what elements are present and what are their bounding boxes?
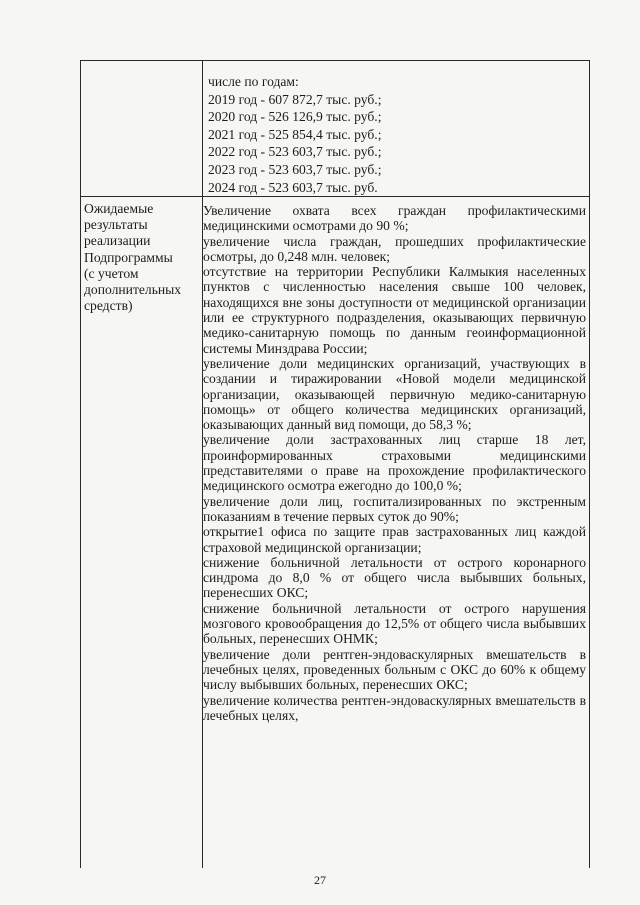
row-header-line: средств) <box>84 298 133 314</box>
expected-results-list <box>203 203 586 723</box>
result-item: снижение больничной летальности от острого коронарного синдрома до 8,0 % от общего числа выбывших больных, перенесших ОКС; <box>203 554 586 601</box>
result-item: увеличение числа граждан, прошедших профилактические осмотры, до 0,248 млн. человек; <box>203 233 586 264</box>
result-item: увеличение доли застрахованных лиц старше 18 лет, проинформированных страховыми медицинскими представителями о праве на прохождение профилактического медицинского осмотра ежегодно до 100,0 %; <box>203 432 586 494</box>
row-header-line: (с учетом <box>84 265 139 281</box>
page-number: 27 <box>314 873 326 887</box>
funding-line-2019: 2019 год - 607 872,7 тыс. руб.; <box>208 91 382 107</box>
result-item: открытие1 офиса по защите прав застрахованных лиц каждой страховой медицинской организации; <box>203 524 586 555</box>
funding-by-year-cell <box>208 73 586 196</box>
funding-line-2021: 2021 год - 525 854,4 тыс. руб.; <box>208 126 382 142</box>
result-item: Увеличение охвата всех граждан профилактическими медицинскими осмотрами до 90 %; <box>203 203 586 234</box>
funding-line-2020: 2020 год - 526 126,9 тыс. руб.; <box>208 109 382 125</box>
row-header-line: дополнительных <box>84 282 182 298</box>
result-item: увеличение доли рентген-эндоваскулярных вмешательств в лечебных целях, проведенных больным с ОКС до 60% к общему числу выбывших больных, перенесших ОКС; <box>203 646 586 693</box>
row-header-line: Ожидаемые <box>84 201 154 216</box>
funding-line: числе по годам: <box>208 74 299 89</box>
funding-line-2024: 2024 год - 523 603,7 тыс. руб. <box>208 179 378 195</box>
row-header-line: реализации <box>84 233 151 249</box>
result-item: снижение больничной летальности от острого нарушения мозгового кровообращения до 12,5% от общего числа выбывших больных, перенесших ОНМК; <box>203 600 586 647</box>
row-header-line: Подпрограммы <box>84 249 173 265</box>
result-item: отсутствие на территории Республики Калмыкия населенных пунктов с численностью населения свыше 100 человек, находящихся вне зоны доступности от медицинской организации или ее структурного подразделения, оказывающих первичную медико-санитарную помощь по данным геоинформационной системы Минздрава России; <box>203 264 586 356</box>
funding-line-2022: 2022 год - 523 603,7 тыс. руб.; <box>208 144 382 160</box>
row-header-line: результаты <box>84 217 148 233</box>
result-item: увеличение доли медицинских организаций, участвующих в создании и тиражировании «Новой модели медицинской организации, оказывающей первичную медико-санитарную помощь» от общего количества медицинских организаций, оказывающих данный вид помощи, до 58,3 %; <box>203 355 586 433</box>
funding-line-2023: 2023 год - 523 603,7 тыс. руб.; <box>208 161 382 177</box>
row-header-expected-results <box>84 201 198 314</box>
result-item: увеличение количества рентген-эндоваскулярных вмешательств в лечебных целях, <box>203 692 586 723</box>
result-item: увеличение доли лиц, госпитализированных по экстренным показаниям в течение первых суток до 90%; <box>203 493 586 524</box>
